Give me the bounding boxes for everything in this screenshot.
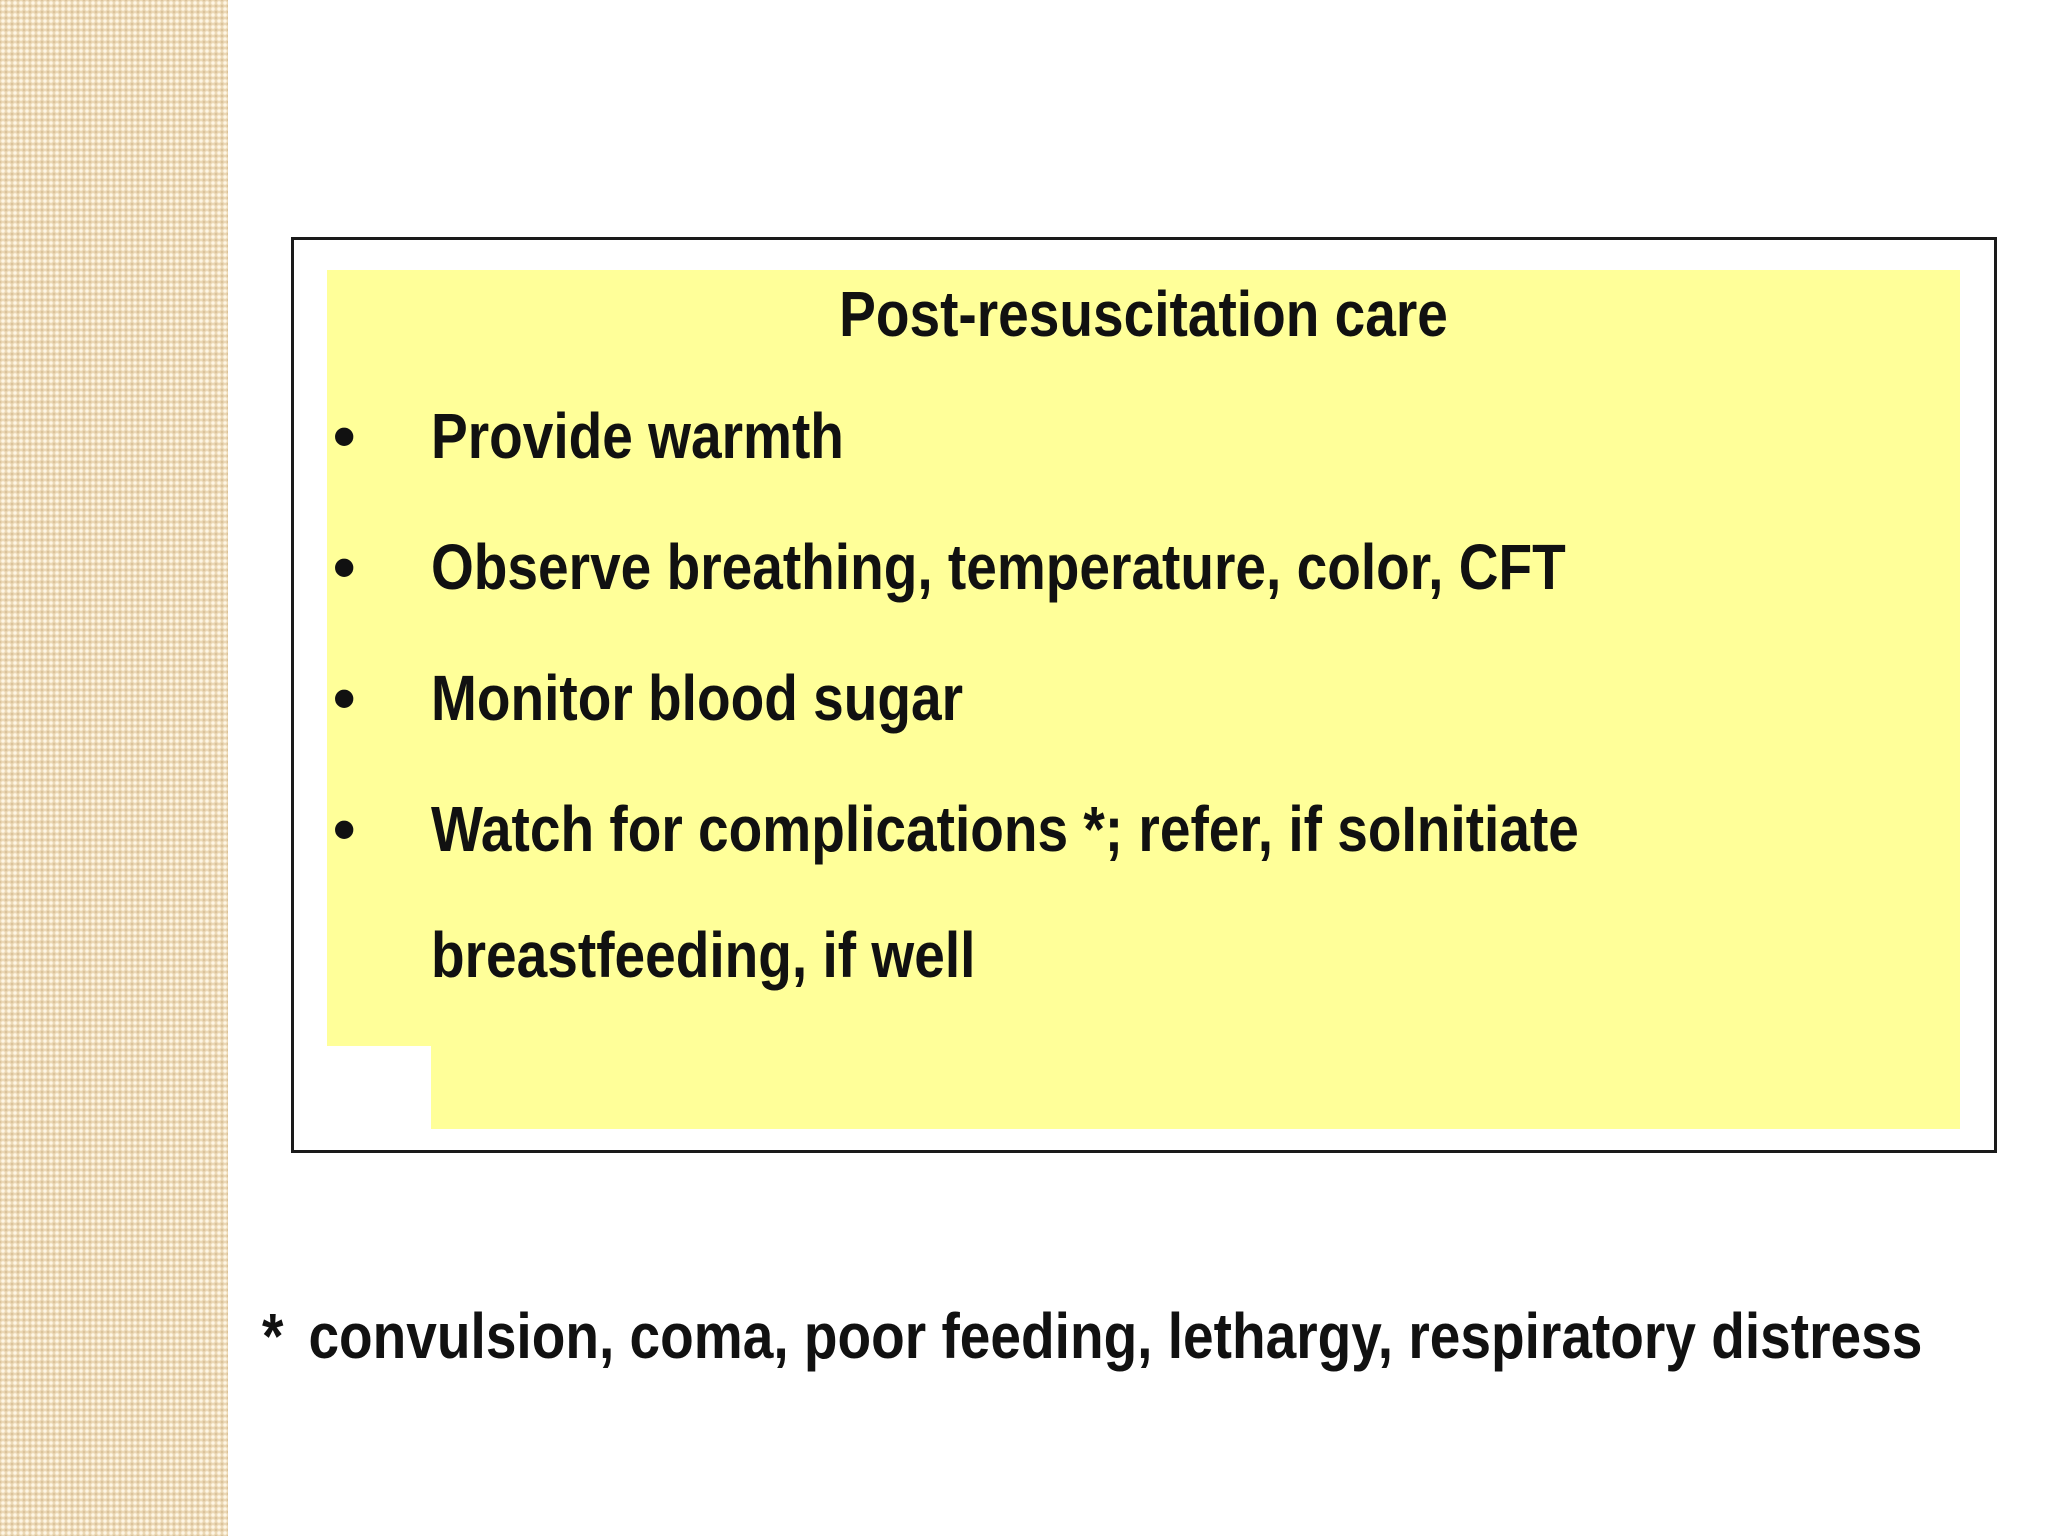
- bullet-icon: •: [333, 400, 356, 472]
- care-title: Post-resuscitation care: [839, 278, 1448, 350]
- bullet-icon: •: [333, 662, 356, 734]
- care-list: [327, 400, 1927, 1052]
- decorative-side-strip: [0, 0, 228, 1536]
- list-item: [327, 662, 1927, 734]
- list-item-text: Observe breathing, temperature, color, CFT: [431, 531, 1566, 603]
- footnote: [262, 1300, 1922, 1372]
- care-box: [291, 237, 1997, 1153]
- bullet-icon: •: [333, 793, 356, 865]
- list-item-text: Watch for complications *; refer, if soInitiate breastfeeding, if well: [431, 793, 1579, 991]
- list-item: [327, 793, 1927, 993]
- list-item: [327, 400, 1927, 472]
- list-item-text: Monitor blood sugar: [431, 662, 963, 734]
- footnote-text: convulsion, coma, poor feeding, lethargy, respiratory distress: [308, 1300, 1923, 1372]
- care-panel-background-lower: [431, 1046, 1960, 1129]
- bullet-icon: •: [333, 531, 356, 603]
- list-item: [327, 531, 1927, 603]
- footnote-marker: *: [262, 1300, 284, 1372]
- list-item-text: Provide warmth: [431, 400, 844, 472]
